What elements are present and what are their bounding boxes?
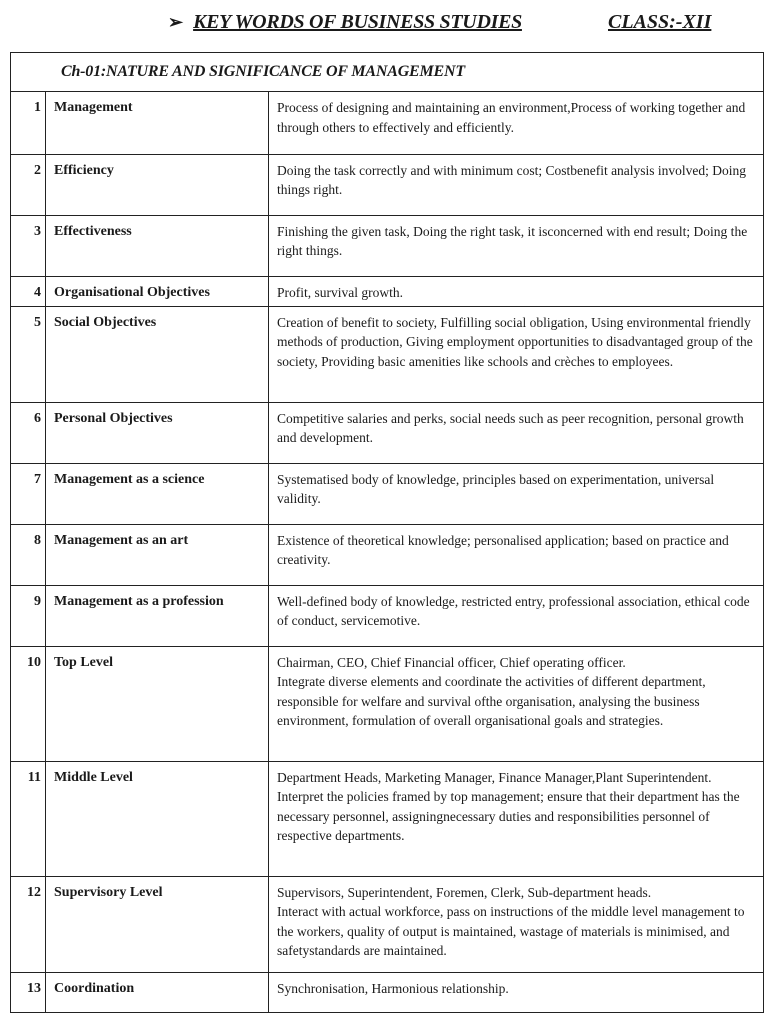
description-line: Chairman, CEO, Chief Financial officer, Chief operating officer. — [277, 654, 626, 670]
row-term: Efficiency — [46, 154, 269, 215]
description-line: Profit, survival growth. — [277, 284, 403, 300]
row-term: Management as an art — [46, 524, 269, 585]
description-line: Finishing the given task, Doing the right task, it isconcerned with end result; Doing the right things. — [277, 223, 748, 259]
description-line: Process of designing and maintaining an environment,Process of working together and through others to effectively and efficiently. — [277, 100, 746, 135]
row-number: 4 — [11, 276, 46, 306]
row-number: 11 — [11, 761, 46, 876]
row-number: 6 — [11, 402, 46, 463]
description-line: Systematised body of knowledge, principles based on experimentation, universal validity. — [277, 471, 715, 507]
row-number: 3 — [11, 215, 46, 276]
description-line: Well-defined body of knowledge, restricted entry, professional association, ethical code of conduct, servicemotive. — [277, 593, 750, 629]
class-label: CLASS:-XII — [608, 10, 712, 33]
page-header — [168, 8, 728, 36]
row-description — [269, 154, 764, 215]
row-term: Management as a profession — [46, 585, 269, 646]
table-row — [11, 876, 763, 972]
row-number: 7 — [11, 463, 46, 524]
description-line: Integrate diverse elements and coordinate the activities of different department, responsible for welfare and survival ofthe organisation, analysing the business environment, formulation of overall organisational goals and strategies. — [277, 674, 706, 729]
row-description — [269, 972, 764, 1012]
description-line: Doing the task correctly and with minimum cost; Costbenefit analysis involved; Doing things right. — [277, 162, 747, 198]
row-number: 9 — [11, 585, 46, 646]
row-description — [269, 585, 764, 646]
row-term: Management — [46, 92, 269, 154]
row-description — [269, 524, 764, 585]
keywords-sheet — [10, 52, 764, 1013]
table-row — [11, 276, 763, 306]
chapter-heading: Ch-01:NATURE AND SIGNIFICANCE OF MANAGEMENT — [11, 53, 763, 92]
table-row — [11, 92, 763, 154]
description-line: Creation of benefit to society, Fulfilling social obligation, Using environmental friendly methods of production, Giving employment opportunities to disadvantaged group of the society, Providing basic amenities like schools and crèches to employees. — [277, 314, 753, 369]
table-row — [11, 524, 763, 585]
row-description — [269, 463, 764, 524]
row-term: Coordination — [46, 972, 269, 1012]
row-term: Organisational Objectives — [46, 276, 269, 306]
table-row — [11, 306, 763, 402]
row-description — [269, 402, 764, 463]
description-line: Synchronisation, Harmonious relationship. — [277, 980, 509, 996]
description-line: Competitive salaries and perks, social needs such as peer recognition, personal growth and development. — [277, 410, 744, 446]
description-line: Supervisors, Superintendent, Foremen, Clerk, Sub-department heads. — [277, 884, 652, 900]
table-row — [11, 646, 763, 761]
table-row — [11, 402, 763, 463]
description-line: Interact with actual workforce, pass on instructions of the middle level management to the workers, quality of output is maintained, wastage of materials is minimised, and safetystandards are maintained. — [277, 904, 745, 959]
row-number: 10 — [11, 646, 46, 761]
row-term: Social Objectives — [46, 306, 269, 402]
row-term: Management as a science — [46, 463, 269, 524]
table-row — [11, 761, 763, 876]
row-description — [269, 92, 764, 154]
row-description — [269, 276, 764, 306]
table-row — [11, 972, 763, 1012]
table-row — [11, 154, 763, 215]
description-line: Existence of theoretical knowledge; personalised application; based on practice and creativity. — [277, 532, 729, 568]
row-number: 13 — [11, 972, 46, 1012]
row-term: Top Level — [46, 646, 269, 761]
table-row — [11, 215, 763, 276]
row-description — [269, 215, 764, 276]
row-number: 12 — [11, 876, 46, 972]
row-number: 8 — [11, 524, 46, 585]
description-line: Department Heads, Marketing Manager, Finance Manager,Plant Superintendent. — [277, 769, 712, 785]
table-row — [11, 463, 763, 524]
row-description — [269, 306, 764, 402]
keywords-table — [11, 92, 763, 1012]
row-number: 2 — [11, 154, 46, 215]
row-description — [269, 876, 764, 972]
row-term: Personal Objectives — [46, 402, 269, 463]
arrow-bullet-icon: ➢ — [168, 12, 184, 32]
table-row — [11, 585, 763, 646]
row-term: Supervisory Level — [46, 876, 269, 972]
row-number: 5 — [11, 306, 46, 402]
document-title: KEY WORDS OF BUSINESS STUDIES — [193, 10, 522, 33]
row-description — [269, 761, 764, 876]
row-term: Effectiveness — [46, 215, 269, 276]
row-description — [269, 646, 764, 761]
row-term: Middle Level — [46, 761, 269, 876]
description-line: Interpret the policies framed by top management; ensure that their department has the necessary personnel, assigningnecessary duties and responsibilities personnel of respective departments. — [277, 789, 740, 844]
row-number: 1 — [11, 92, 46, 154]
